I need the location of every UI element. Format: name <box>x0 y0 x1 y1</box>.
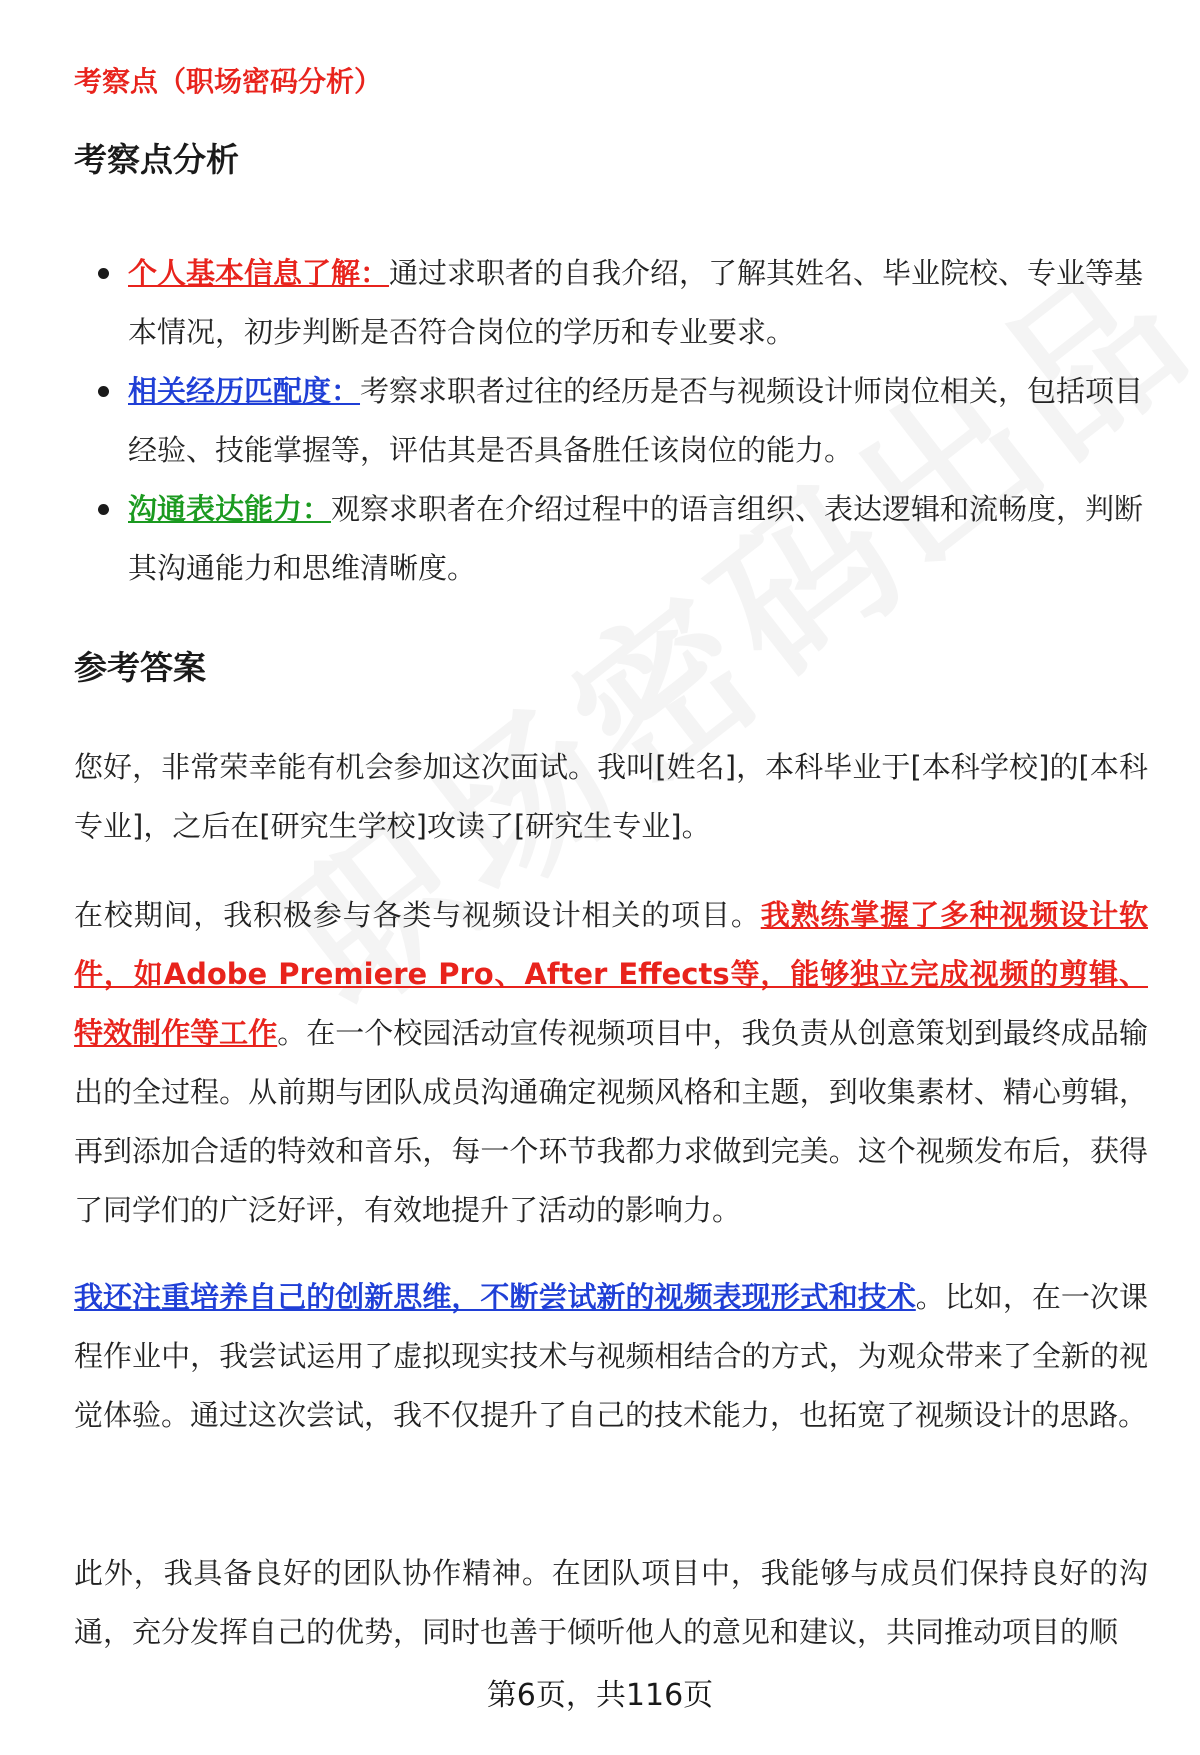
item-text: 通过求职者的自我介绍，了解其姓名、毕业院校、专业等基本情况，初步判断是否符合岗位的学历和专业要求。 <box>128 256 1144 349</box>
answer-paragraph-1: 您好，非常荣幸能有机会参加这次面试。我叫[姓名]，本科毕业于[本科学校]的[本科专业]，之后在[研究生学校]攻读了[研究生专业]。 <box>74 750 1148 843</box>
item-label: 沟通表达能力： <box>128 492 332 526</box>
bullet-icon <box>98 268 109 279</box>
analysis-heading: 考察点分析 <box>74 140 239 179</box>
item-text: 考察求职者过往的经历是否与视频设计师岗位相关，包括项目经验、技能掌握等，评估其是否具备胜任该岗位的能力。 <box>128 374 1144 467</box>
highlight-text: 我还注重培养自己的创新思维，不断尝试新的视频表现形式和技术 <box>74 1280 916 1314</box>
list-item <box>74 480 1144 598</box>
highlight-text: 我熟练掌握了多种视频设计软件，如Adobe Premiere Pro、After Effects等，能够独立完成视频的剪辑、特效制作等工作 <box>74 898 1148 1050</box>
analysis-list <box>74 244 1144 598</box>
item-label: 个人基本信息了解： <box>128 256 390 290</box>
page-footer: 第6页，共116页 <box>486 1678 714 1713</box>
paragraph-text: 。在一个校园活动宣传视频项目中，我负责从创意策划到最终成品输出的全过程。从前期与团队成员沟通确定视频风格和主题，到收集素材、精心剪辑，再到添加合适的特效和音乐，每一个环节我都力求做到完美。这个视频发布后，获得了同学们的广泛好评，有效地提升了活动的影响力。 <box>74 1016 1148 1227</box>
item-label: 相关经历匹配度： <box>128 374 361 408</box>
paragraph-text: 在校期间，我积极参与各类与视频设计相关的项目。 <box>74 898 761 932</box>
paragraph-text: 。比如，在一次课程作业中，我尝试运用了虚拟现实技术与视频相结合的方式，为观众带来了全新的视觉体验。通过这次尝试，我不仅提升了自己的技术能力，也拓宽了视频设计的思路。 <box>74 1280 1148 1432</box>
answer-heading: 参考答案 <box>74 648 206 687</box>
answer-paragraph-4: 此外，我具备良好的团队协作精神。在团队项目中，我能够与成员们保持良好的沟通，充分发挥自己的优势，同时也善于倾听他人的意见和建议，共同推动项目的顺 <box>74 1556 1148 1649</box>
answer-paragraph-3 <box>74 1268 1148 1445</box>
answer-paragraph-2 <box>74 886 1148 1240</box>
section-title: 考察点（职场密码分析） <box>74 65 383 98</box>
list-item <box>74 244 1144 362</box>
bullet-icon <box>98 386 109 397</box>
item-text: 观察求职者在介绍过程中的语言组织、表达逻辑和流畅度，判断其沟通能力和思维清晰度。 <box>128 492 1144 585</box>
list-item <box>74 362 1144 480</box>
bullet-icon <box>98 504 109 515</box>
